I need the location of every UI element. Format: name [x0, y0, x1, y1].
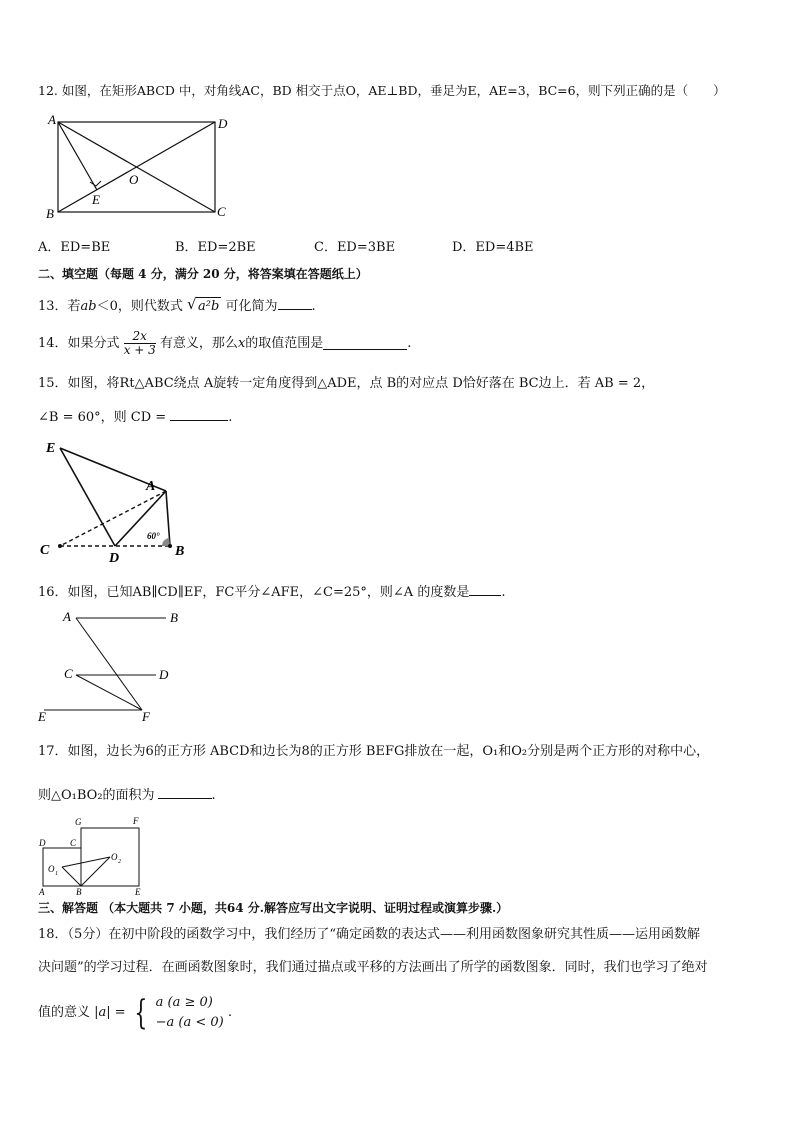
q15-line2: ∠B = 60°，则 CD = .	[38, 410, 233, 425]
label-D: D	[39, 838, 46, 848]
label-A: A	[48, 112, 56, 127]
section-3-heading: 三、解答题 （本大题共 7 小题，共64 分.解答应写出文字说明、证明过程或演算步骤.）	[38, 901, 509, 915]
q12-rectangle-figure	[40, 112, 240, 222]
q12-option-a: A．ED=BE	[38, 240, 111, 255]
label-F: F	[133, 816, 139, 826]
q13: 13．若ab＜0，则代数式 √ a²b 可化简为 .	[38, 295, 316, 314]
label-D: D	[109, 551, 120, 566]
label-O1-sub: 1	[55, 871, 58, 877]
label-O2: O	[111, 852, 118, 862]
label-E: E	[38, 709, 46, 724]
q17-squares-figure	[38, 816, 158, 896]
label-C: C	[70, 838, 77, 848]
label-D: D	[159, 667, 169, 682]
label-E: E	[92, 192, 100, 207]
label-F: F	[142, 709, 150, 724]
fraction: $\frac{2x}{x + 3}$	[123, 329, 156, 358]
q15-rotation-figure	[38, 440, 198, 566]
label-E: E	[46, 441, 56, 456]
q17-line2: 则△O₁BO₂的面积为 .	[38, 788, 216, 803]
label-A: A	[146, 479, 156, 494]
label-C: C	[40, 543, 50, 558]
label-E: E	[135, 887, 141, 897]
label-D: D	[218, 116, 228, 131]
q18-line3: 值的意义 |a| = { a (a ≥ 0) −a (a < 0) .	[38, 992, 233, 1033]
q18-line1: 18．（5分）在初中阶段的函数学习中，我们经历了“确定函数的表达式——利用函数图象研究其性质——运用函数解	[38, 927, 700, 942]
q16-parallel-lines-figure	[38, 608, 198, 726]
q17-line1: 17．如图，边长为6的正方形 ABCD和边长为8的正方形 BEFG排放在一起，O₁和O₂分别是两个正方形的对称中心，	[38, 744, 710, 759]
q14: 14．如果分式 $\frac{2x}{x + 3}$ 有意义，那么x的取值范围是 .	[38, 329, 412, 358]
q16: 16．如图，已知AB∥CD∥EF，FC平分∠AFE，∠C=25°，则∠A 的度数是 .	[38, 585, 506, 600]
q15-line1: 15．如图，将Rt△ABC绕点 A旋转一定角度得到△ADE，点 B的对应点 D恰好落在 BC边上．若 AB = 2，	[38, 376, 655, 391]
section-2-heading: 二、填空题（每题 4 分，满分 20 分，将答案填在答题纸上）	[38, 267, 368, 281]
label-C: C	[64, 666, 73, 681]
label-B: B	[76, 887, 82, 897]
label-A: A	[63, 609, 71, 624]
q12-option-b: B．ED=2BE	[175, 240, 256, 255]
label-A: A	[39, 887, 45, 897]
label-O1: O	[48, 864, 55, 874]
sqrt-expression: √ a²b	[187, 295, 220, 314]
q18-line2: 决问题”的学习过程．在画函数图象时，我们通过描点或平移的方法画出了所学的函数图象．同时，我们也学习了绝对	[38, 960, 708, 975]
label-B: B	[46, 206, 54, 221]
case-brace: {	[134, 992, 148, 1033]
label-O: O	[129, 172, 139, 187]
q12-option-c: C．ED=3BE	[314, 240, 396, 255]
label-B: B	[170, 610, 178, 625]
label-O2-sub: 2	[118, 859, 121, 865]
q12-option-d: D．ED=4BE	[452, 240, 534, 255]
angle-label: 60°	[147, 531, 160, 541]
label-G: G	[75, 817, 82, 827]
q12-stem: 12. 如图，在矩形ABCD 中，对角线AC，BD 相交于点O，AE⊥BD，垂足为E，AE=3，BC=6，则下列正确的是（ ）	[38, 83, 726, 98]
label-B: B	[175, 544, 185, 559]
label-C: C	[217, 204, 226, 219]
piecewise-cases: a (a ≥ 0) −a (a < 0)	[155, 995, 224, 1030]
